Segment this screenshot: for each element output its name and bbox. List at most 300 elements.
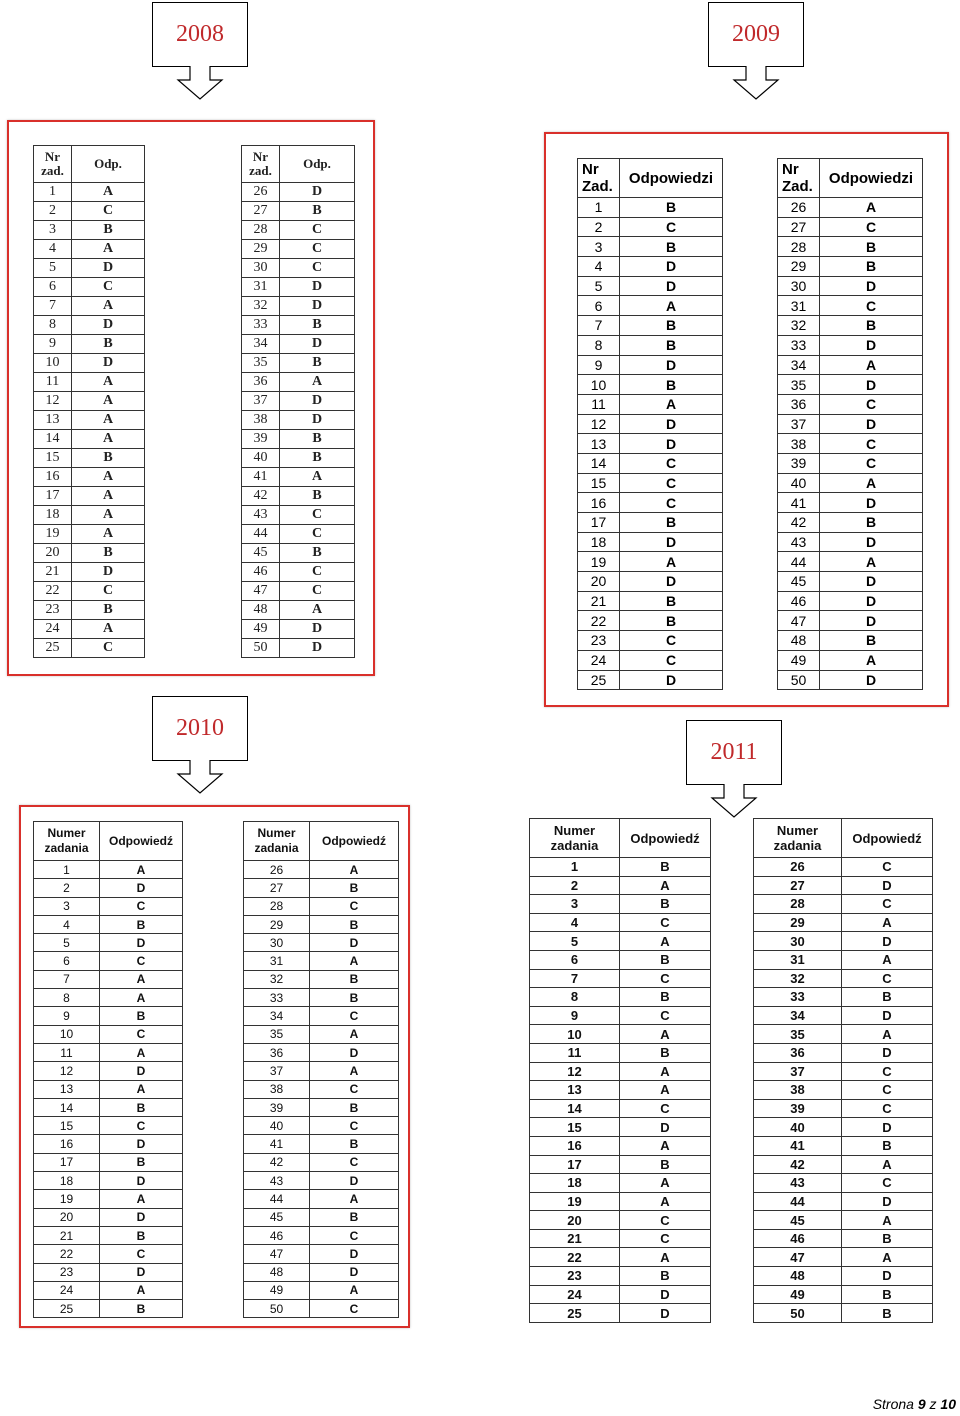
answer-table-2010-left: [33, 821, 183, 1318]
answer-letter: B: [620, 237, 723, 257]
answer-letter: B: [620, 1155, 711, 1174]
question-number: 43: [242, 506, 280, 525]
answer-letter: C: [310, 897, 399, 915]
table-row: [530, 1304, 711, 1323]
question-number: 27: [244, 879, 310, 897]
question-number: 17: [530, 1155, 620, 1174]
column-header-answer: Odpowiedź: [620, 819, 711, 858]
question-number: 25: [530, 1304, 620, 1323]
answer-letter: B: [280, 449, 355, 468]
answer-letter: B: [280, 354, 355, 373]
table-row: [242, 202, 355, 221]
question-number: 29: [778, 257, 820, 277]
question-number: 35: [244, 1025, 310, 1043]
answer-letter: A: [100, 861, 183, 879]
answer-letter: B: [72, 449, 145, 468]
answer-letter: B: [820, 316, 923, 336]
question-number: 31: [754, 950, 842, 969]
question-number: 5: [530, 932, 620, 951]
answer-letter: A: [620, 876, 711, 895]
table-row: [578, 355, 723, 375]
question-number: 5: [34, 259, 72, 278]
question-number: 34: [244, 1007, 310, 1025]
answer-letter: A: [72, 487, 145, 506]
table-row: [244, 1098, 399, 1116]
table-row: [578, 513, 723, 533]
year-label-2010: 2010: [152, 696, 248, 761]
table-row: [34, 1153, 183, 1171]
answer-letter: A: [842, 1025, 933, 1044]
table-row: [244, 1135, 399, 1153]
table-row: [778, 296, 923, 316]
table-row: [754, 932, 933, 951]
question-number: 48: [242, 601, 280, 620]
table-row: [34, 1117, 183, 1135]
question-number: 10: [530, 1025, 620, 1044]
question-number: 45: [754, 1211, 842, 1230]
answer-letter: D: [72, 354, 145, 373]
answer-letter: B: [620, 591, 723, 611]
table-row: [778, 650, 923, 670]
question-number: 22: [34, 582, 72, 601]
question-number: 11: [34, 373, 72, 392]
answer-letter: D: [100, 934, 183, 952]
table-row: [578, 434, 723, 454]
table-row: [34, 392, 145, 411]
question-number: 8: [34, 316, 72, 335]
answer-letter: D: [842, 1118, 933, 1137]
answer-letter: D: [820, 414, 923, 434]
footer-page-total: 10: [940, 1396, 956, 1412]
answer-letter: A: [72, 392, 145, 411]
question-number: 14: [34, 430, 72, 449]
answer-letter: C: [280, 563, 355, 582]
table-row: [242, 316, 355, 335]
question-number: 34: [242, 335, 280, 354]
answer-letter: B: [820, 237, 923, 257]
table-row: [778, 552, 923, 572]
table-row: [754, 913, 933, 932]
answer-letter: C: [620, 969, 711, 988]
answer-letter: A: [310, 1281, 399, 1299]
answer-letter: D: [310, 1263, 399, 1281]
question-number: 8: [530, 988, 620, 1007]
answer-letter: D: [620, 414, 723, 434]
answer-table-2011-left: [529, 818, 711, 1323]
answer-letter: B: [310, 970, 399, 988]
question-number: 12: [530, 1062, 620, 1081]
answer-letter: D: [280, 411, 355, 430]
table-row: [530, 1267, 711, 1286]
question-number: 50: [778, 670, 820, 690]
table-row: [778, 198, 923, 218]
table-row: [778, 217, 923, 237]
question-number: 16: [530, 1136, 620, 1155]
table-row: [530, 1285, 711, 1304]
question-number: 23: [34, 601, 72, 620]
answer-letter: A: [280, 601, 355, 620]
answer-letter: A: [842, 1248, 933, 1267]
answer-letter: B: [620, 316, 723, 336]
column-header-number: Numer zadania: [34, 822, 100, 861]
table-row: [778, 316, 923, 336]
table-row: [530, 1043, 711, 1062]
table-row: [530, 1062, 711, 1081]
question-number: 11: [578, 394, 620, 414]
question-number: 15: [578, 473, 620, 493]
question-number: 13: [34, 1080, 100, 1098]
question-number: 21: [34, 563, 72, 582]
question-number: 13: [530, 1081, 620, 1100]
answer-letter: D: [820, 611, 923, 631]
table-row: [754, 1006, 933, 1025]
answer-letter: B: [280, 487, 355, 506]
question-number: 45: [778, 572, 820, 592]
table-row: [244, 1190, 399, 1208]
question-number: 7: [578, 316, 620, 336]
table-row: [578, 316, 723, 336]
answer-letter: A: [820, 355, 923, 375]
table-row: [242, 354, 355, 373]
table-row: [778, 434, 923, 454]
answer-letter: B: [620, 611, 723, 631]
answer-letter: C: [820, 434, 923, 454]
column-header-answer: Odpowiedź: [842, 819, 933, 858]
table-row: [244, 1245, 399, 1263]
table-row: [34, 525, 145, 544]
answer-letter: A: [842, 1155, 933, 1174]
table-row: [778, 532, 923, 552]
question-number: 27: [778, 217, 820, 237]
table-row: [242, 278, 355, 297]
question-number: 49: [242, 620, 280, 639]
question-number: 27: [754, 876, 842, 895]
table-row: [778, 257, 923, 277]
question-number: 2: [34, 202, 72, 221]
table-row: [34, 1190, 183, 1208]
table-row: [34, 430, 145, 449]
table-row: [578, 237, 723, 257]
question-number: 46: [244, 1226, 310, 1244]
answer-letter: B: [620, 335, 723, 355]
table-row: [578, 572, 723, 592]
answer-letter: C: [310, 1153, 399, 1171]
table-row: [34, 989, 183, 1007]
table-row: [34, 240, 145, 259]
table-row: [578, 591, 723, 611]
question-number: 25: [34, 639, 72, 658]
answer-letter: C: [72, 278, 145, 297]
question-number: 7: [34, 297, 72, 316]
table-row: [242, 221, 355, 240]
table-row: [754, 1099, 933, 1118]
question-number: 10: [578, 375, 620, 395]
table-row: [778, 335, 923, 355]
question-number: 19: [34, 1190, 100, 1208]
table-row: [34, 897, 183, 915]
table-row: [778, 611, 923, 631]
column-header-number: Nr Zad.: [778, 159, 820, 198]
answer-letter: C: [620, 453, 723, 473]
answer-letter: D: [820, 591, 923, 611]
question-number: 24: [578, 650, 620, 670]
answer-letter: C: [620, 493, 723, 513]
table-row: [244, 989, 399, 1007]
table-row: [754, 1248, 933, 1267]
answer-letter: B: [72, 544, 145, 563]
question-number: 33: [244, 989, 310, 1007]
table-row: [578, 217, 723, 237]
answer-letter: D: [100, 1208, 183, 1226]
question-number: 2: [34, 879, 100, 897]
table-row: [530, 1099, 711, 1118]
question-number: 19: [34, 525, 72, 544]
answer-letter: D: [310, 1245, 399, 1263]
question-number: 48: [754, 1267, 842, 1286]
answer-letter: B: [820, 631, 923, 651]
answer-letter: A: [842, 950, 933, 969]
page-footer: [873, 1396, 956, 1412]
answer-letter: C: [620, 1099, 711, 1118]
question-number: 30: [754, 932, 842, 951]
question-number: 33: [754, 988, 842, 1007]
answer-letter: D: [72, 563, 145, 582]
question-number: 14: [578, 453, 620, 473]
question-number: 17: [34, 1153, 100, 1171]
question-number: 36: [754, 1043, 842, 1062]
question-number: 3: [34, 221, 72, 240]
table-row: [34, 1080, 183, 1098]
question-number: 32: [244, 970, 310, 988]
question-number: 50: [242, 639, 280, 658]
answer-letter: D: [280, 335, 355, 354]
table-row: [578, 650, 723, 670]
answer-letter: C: [310, 1226, 399, 1244]
question-number: 25: [578, 670, 620, 690]
question-number: 24: [34, 620, 72, 639]
answer-letter: B: [310, 989, 399, 1007]
table-row: [754, 1211, 933, 1230]
table-row: [778, 355, 923, 375]
table-row: [34, 620, 145, 639]
answer-letter: C: [280, 221, 355, 240]
answer-letter: A: [72, 430, 145, 449]
question-number: 37: [242, 392, 280, 411]
question-number: 36: [778, 394, 820, 414]
answer-letter: A: [620, 552, 723, 572]
answer-letter: C: [820, 296, 923, 316]
answer-letter: D: [100, 1062, 183, 1080]
question-number: 39: [778, 453, 820, 473]
question-number: 1: [530, 858, 620, 877]
question-number: 30: [242, 259, 280, 278]
answer-letter: A: [620, 1025, 711, 1044]
column-header-answer: Odpowiedzi: [820, 159, 923, 198]
table-row: [578, 198, 723, 218]
answer-table-2008-right: [241, 145, 355, 658]
answer-letter: C: [100, 897, 183, 915]
question-number: 38: [778, 434, 820, 454]
table-row: [244, 1153, 399, 1171]
answer-letter: B: [620, 1043, 711, 1062]
table-row: [754, 950, 933, 969]
table-row: [34, 487, 145, 506]
table-row: [34, 934, 183, 952]
answer-letter: B: [842, 1304, 933, 1323]
answer-letter: C: [280, 582, 355, 601]
answer-letter: C: [280, 506, 355, 525]
column-header-answer: Odpowiedź: [310, 822, 399, 861]
answer-letter: B: [280, 544, 355, 563]
question-number: 21: [34, 1226, 100, 1244]
footer-prefix: Strona: [872, 1396, 914, 1412]
table-row: [778, 394, 923, 414]
answer-letter: B: [620, 950, 711, 969]
table-row: [754, 895, 933, 914]
question-number: 44: [244, 1190, 310, 1208]
table-row: [778, 414, 923, 434]
table-row: [242, 620, 355, 639]
table-row: [578, 276, 723, 296]
table-row: [34, 354, 145, 373]
question-number: 12: [34, 1062, 100, 1080]
question-number: 35: [754, 1025, 842, 1044]
answer-letter: A: [620, 1136, 711, 1155]
answer-letter: B: [620, 513, 723, 533]
answer-letter: A: [820, 552, 923, 572]
answer-letter: A: [100, 1190, 183, 1208]
table-row: [242, 183, 355, 202]
question-number: 43: [244, 1172, 310, 1190]
answer-letter: D: [820, 572, 923, 592]
table-row: [530, 1118, 711, 1137]
table-row: [778, 572, 923, 592]
panel-2009: [544, 132, 949, 707]
table-row: [244, 970, 399, 988]
year-label-2009: 2009: [708, 2, 804, 67]
question-number: 26: [244, 861, 310, 879]
question-number: 21: [530, 1229, 620, 1248]
question-number: 15: [34, 449, 72, 468]
answer-letter: D: [72, 259, 145, 278]
table-row: [244, 1208, 399, 1226]
table-row: [578, 335, 723, 355]
answer-letter: C: [280, 259, 355, 278]
table-row: [34, 601, 145, 620]
table-row: [34, 1043, 183, 1061]
question-number: 16: [578, 493, 620, 513]
answer-letter: D: [280, 620, 355, 639]
question-number: 38: [754, 1081, 842, 1100]
question-number: 31: [778, 296, 820, 316]
column-header-number: Numer zadania: [754, 819, 842, 858]
answer-letter: C: [100, 1025, 183, 1043]
answer-letter: C: [310, 1080, 399, 1098]
question-number: 36: [242, 373, 280, 392]
column-header-answer: Odp.: [280, 146, 355, 183]
question-number: 3: [578, 237, 620, 257]
answer-letter: C: [820, 217, 923, 237]
table-row: [34, 316, 145, 335]
question-number: 22: [530, 1248, 620, 1267]
table-row: [578, 453, 723, 473]
table-row: [34, 879, 183, 897]
answer-letter: D: [842, 876, 933, 895]
table-row: [34, 544, 145, 563]
question-number: 41: [242, 468, 280, 487]
column-header-number: Nr Zad.: [578, 159, 620, 198]
table-row: [34, 183, 145, 202]
answer-letter: D: [820, 493, 923, 513]
answer-letter: A: [310, 952, 399, 970]
answer-letter: D: [842, 1043, 933, 1062]
question-number: 35: [778, 375, 820, 395]
answer-letter: A: [620, 1192, 711, 1211]
answer-table-2008-left: [33, 145, 145, 658]
question-number: 28: [778, 237, 820, 257]
table-row: [34, 1025, 183, 1043]
question-number: 18: [34, 506, 72, 525]
answer-letter: B: [620, 375, 723, 395]
question-number: 8: [34, 989, 100, 1007]
table-row: [754, 1136, 933, 1155]
question-number: 9: [34, 1007, 100, 1025]
table-row: [578, 552, 723, 572]
question-number: 41: [244, 1135, 310, 1153]
answer-letter: B: [280, 430, 355, 449]
answer-letter: A: [72, 183, 145, 202]
down-arrow-icon: [176, 760, 224, 794]
question-number: 44: [778, 552, 820, 572]
table-row: [34, 335, 145, 354]
question-number: 42: [778, 513, 820, 533]
answer-letter: B: [72, 221, 145, 240]
table-row: [244, 1300, 399, 1318]
answer-letter: C: [620, 631, 723, 651]
table-row: [34, 563, 145, 582]
table-row: [242, 506, 355, 525]
answer-letter: A: [280, 468, 355, 487]
table-row: [578, 375, 723, 395]
question-number: 41: [754, 1136, 842, 1155]
answer-letter: B: [72, 335, 145, 354]
table-row: [244, 1025, 399, 1043]
answer-letter: A: [72, 411, 145, 430]
question-number: 43: [778, 532, 820, 552]
table-row: [530, 969, 711, 988]
question-number: 33: [242, 316, 280, 335]
question-number: 18: [530, 1174, 620, 1193]
question-number: 9: [530, 1006, 620, 1025]
table-row: [530, 1174, 711, 1193]
question-number: 37: [244, 1062, 310, 1080]
answer-letter: C: [842, 895, 933, 914]
table-row: [244, 1007, 399, 1025]
question-number: 23: [578, 631, 620, 651]
answer-letter: A: [100, 1281, 183, 1299]
answer-letter: B: [842, 1136, 933, 1155]
question-number: 2: [578, 217, 620, 237]
table-row: [754, 969, 933, 988]
answer-letter: A: [72, 240, 145, 259]
callout-2008: [152, 2, 248, 100]
table-row: [578, 296, 723, 316]
question-number: 3: [34, 897, 100, 915]
question-number: 18: [578, 532, 620, 552]
question-number: 32: [242, 297, 280, 316]
down-arrow-icon: [176, 66, 224, 100]
answer-letter: B: [620, 988, 711, 1007]
